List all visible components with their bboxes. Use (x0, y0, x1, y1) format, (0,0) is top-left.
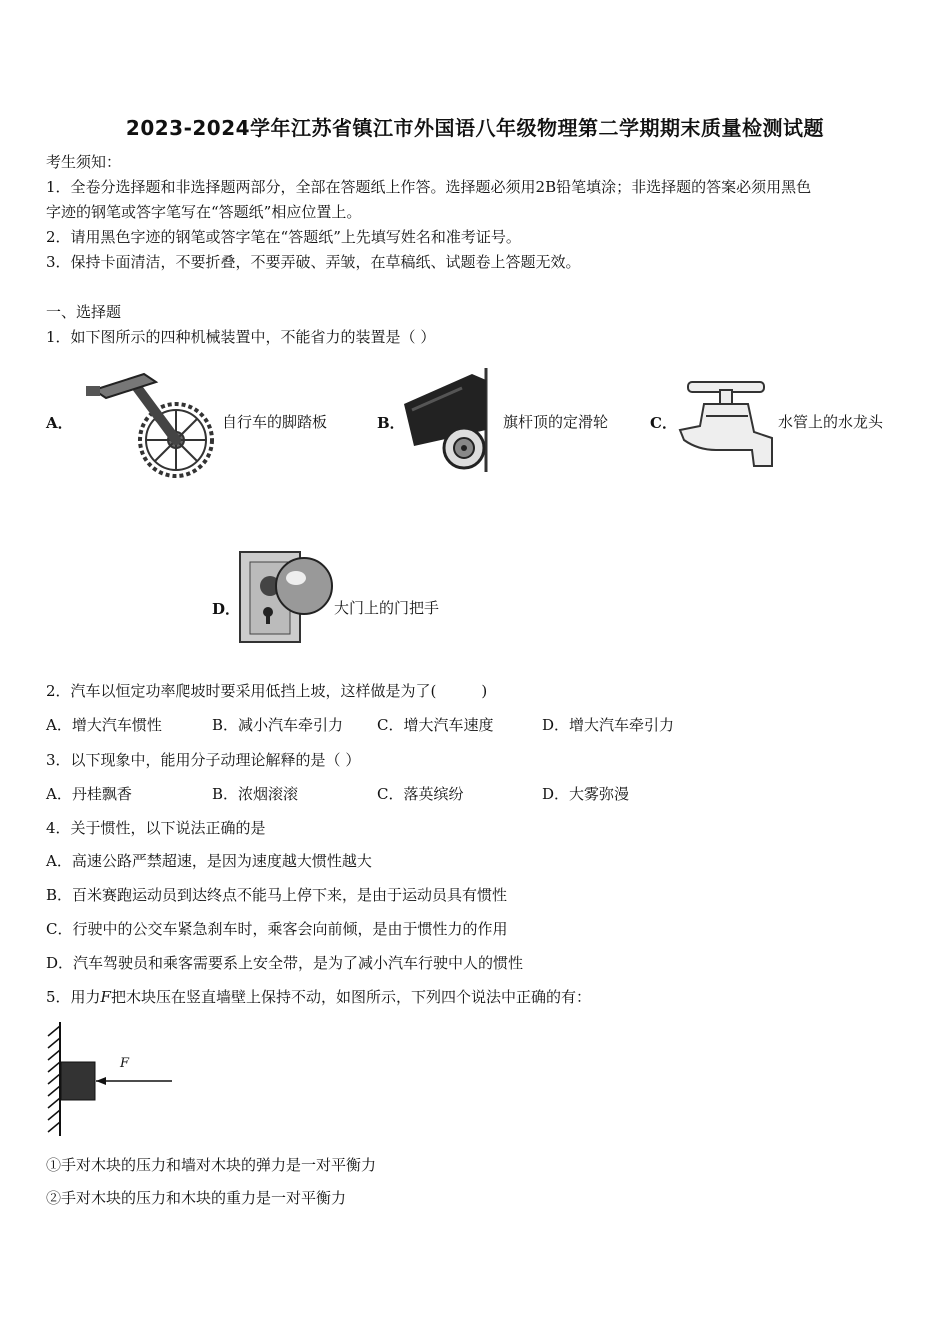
q3-option-c[interactable]: C．落英缤纷 (377, 785, 464, 803)
q3-option-a[interactable]: A．丹桂飘香 (46, 785, 132, 803)
q1-option-c-caption: 水管上的水龙头 (778, 413, 884, 431)
q5-statement-2: ②手对木块的压力和木块的重力是一对平衡力 (46, 1189, 347, 1207)
wall-block-force-diagram (40, 1020, 180, 1138)
q1-option-b-caption: 旗杆顶的定滑轮 (503, 413, 609, 431)
notice-item-2: 2．请用黑色字迹的钢笔或答字笔在“答题纸”上先填写姓名和准考证号。 (46, 228, 521, 246)
door-knob-icon (238, 550, 334, 644)
force-label: F (120, 1056, 130, 1071)
q2-stem: 2．汽车以恒定功率爬坡时要采用低挡上坡，这样做是为了( ) (46, 682, 488, 700)
notice-item-1: 1．全卷分选择题和非选择题两部分，全部在答题纸上作答。选择题必须用2B铅笔填涂；非选择题的答案必须用黑色 (46, 178, 812, 196)
q1-option-d-letter[interactable]: D． (212, 600, 241, 618)
q4-stem: 4．关于惯性，以下说法正确的是 (46, 819, 266, 837)
water-faucet-icon (676, 376, 776, 470)
q2-option-d[interactable]: D．增大汽车牵引力 (542, 716, 675, 734)
q1-option-a-caption: 自行车的脚踏板 (222, 413, 328, 431)
section-heading: 一、选择题 (46, 303, 122, 321)
q5-stem-end: 把木块压在竖直墙壁上保持不动，如图所示，下列四个说法中正确的有： (110, 988, 591, 1006)
q5-statement-1: ①手对木块的压力和墙对木块的弹力是一对平衡力 (46, 1156, 377, 1174)
q4-option-c[interactable]: C．行驶中的公交车紧急刹车时，乘客会向前倾，是由于惯性力的作用 (46, 920, 508, 938)
flagpole-pulley-icon (402, 366, 502, 474)
q4-option-b[interactable]: B．百米赛跑运动员到达终点不能马上停下来，是由于运动员具有惯性 (46, 886, 508, 904)
notice-heading: 考生须知： (46, 153, 122, 171)
q1-option-a-letter[interactable]: A． (46, 414, 73, 432)
page-title: 2023-2024学年江苏省镇江市外国语八年级物理第二学期期末质量检测试题 (125, 116, 825, 140)
q5-force-variable: F (100, 988, 111, 1006)
q3-option-b[interactable]: B．浓烟滚滚 (212, 785, 299, 803)
q3-option-d[interactable]: D．大雾弥漫 (542, 785, 630, 803)
q4-option-d[interactable]: D．汽车驾驶员和乘客需要系上安全带，是为了减小汽车行驶中人的惯性 (46, 954, 524, 972)
q5-stem-start: 5．用力 (46, 988, 101, 1006)
q1-option-b-letter[interactable]: B． (377, 414, 405, 432)
notice-item-1-cont: 字迹的钢笔或答字笔写在“答题纸”相应位置上。 (46, 203, 362, 221)
q1-option-c-letter[interactable]: C． (650, 414, 677, 432)
q1-stem: 1．如下图所示的四种机械装置中，不能省力的装置是（ ） (46, 328, 436, 346)
q2-option-b[interactable]: B．减小汽车牵引力 (212, 716, 344, 734)
notice-item-3: 3．保持卡面清洁，不要折叠，不要弄破、弄皱，在草稿纸、试题卷上答题无效。 (46, 253, 581, 271)
bicycle-pedal-icon (84, 368, 220, 474)
q5-stem (46, 987, 591, 1007)
q2-option-c[interactable]: C．增大汽车速度 (377, 716, 494, 734)
q3-stem: 3．以下现象中，能用分子动理论解释的是（ ） (46, 751, 361, 769)
q1-option-d-caption: 大门上的门把手 (334, 599, 440, 617)
q2-option-a[interactable]: A．增大汽车惯性 (46, 716, 162, 734)
q4-option-a[interactable]: A．高速公路严禁超速，是因为速度越大惯性越大 (46, 852, 372, 870)
